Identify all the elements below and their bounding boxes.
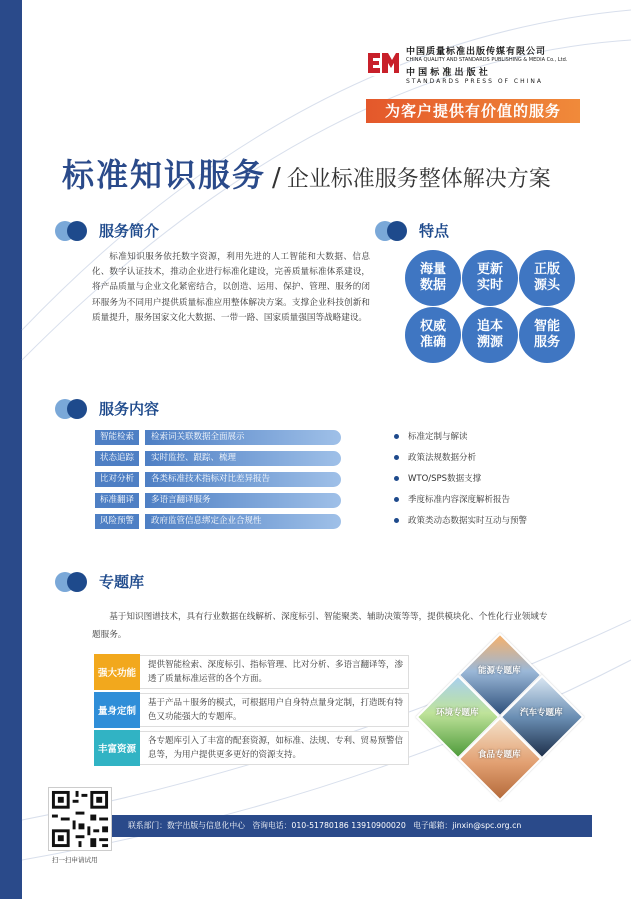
section-dots-icon — [55, 221, 89, 241]
card-tag: 强大功能 — [94, 654, 140, 690]
dept-value: 数字出版与信息化中心 — [166, 821, 245, 830]
title-main: 标准知识服务 — [62, 156, 267, 194]
phone-label: 咨询电话： — [252, 821, 292, 830]
library-intro: 基于知识图谱技术，具有行业数据在线解析、深度标引、智能聚类、辅助决策等等，提供模块化、个性化行业领域专题服务。 — [92, 612, 548, 640]
qr-code-icon[interactable] — [48, 787, 112, 851]
left-accent-bar — [0, 0, 22, 899]
service-tag: 比对分析 — [95, 472, 139, 487]
feature-item: 智能服务 — [519, 307, 575, 363]
service-desc: 各类标准技术指标对比差异报告 — [145, 472, 341, 487]
card-text: 各专题库引入了丰富的配套资源，如标准、法规、专利、贸易预警信息等，为用户提供更多更好的资源支持。 — [148, 736, 404, 760]
intro-text: 标准知识服务依托数字资源，利用先进的人工智能和大数据、信息化、数字认证技术，推动企业进行标准化建设，完善质量标准体系建设，将产品质量与企业文化紧密结合，以创造、运用、保护、管理、服务的闭环服务为不同用户提供质量标准应用整体解决方案。支撑企业科技创新和质量提升，服务国家文化大数据、一带一路、国家质量强国等战略建设。 — [92, 252, 370, 323]
topic-label: 能源专题库 — [478, 666, 521, 676]
qr-caption: 扫一扫申请试用 — [52, 856, 98, 864]
publisher-logo-icon — [366, 50, 400, 76]
section-dots-icon — [55, 572, 89, 592]
content-heading-text: 服务内容 — [99, 400, 160, 418]
publisher-cn-name-2: 中 国 标 准 出 版 社 — [406, 68, 488, 78]
library-heading-text: 专题库 — [99, 573, 145, 591]
topic-label: 环境专题库 — [436, 708, 479, 718]
card-text: 基于产品＋服务的模式，可根据用户自身特点量身定制，打造既有特色又功能强大的专题库。 — [148, 698, 404, 722]
publisher-cn-name-1: 中国质量标准出版传媒有限公司 — [406, 47, 547, 57]
contact-footer — [112, 815, 592, 837]
card-tag: 丰富资源 — [94, 730, 140, 766]
email-link[interactable]: jinxin@spc.org.cn — [452, 821, 522, 830]
page-title — [62, 150, 551, 196]
library-card — [95, 731, 409, 765]
section-dots-icon — [55, 399, 89, 419]
service-tag: 风险预警 — [95, 514, 139, 529]
feature-item: 追本溯源 — [462, 307, 518, 363]
bullet-dot-icon — [394, 434, 399, 439]
service-desc: 检索词关联数据全面展示 — [145, 430, 341, 445]
publisher-en-name-1: CHINA QUALITY AND STANDARDS PUBLISHING & MEDIA Co., Ltd. — [406, 57, 568, 63]
topic-label: 汽车专题库 — [520, 708, 563, 718]
library-card — [95, 693, 409, 727]
feature-item: 正版源头 — [519, 250, 575, 306]
topic-label: 食品专题库 — [478, 750, 521, 760]
intro-heading-text: 服务简介 — [99, 222, 160, 240]
publisher-logo — [366, 44, 576, 88]
slogan-banner: 为客户提供有价值的服务 — [366, 99, 580, 123]
email-label: 电子邮箱： — [413, 821, 453, 830]
feature-item: 更新实时 — [462, 250, 518, 306]
library-card — [95, 655, 409, 689]
feature-item: 权威准确 — [405, 307, 461, 363]
title-separator: / — [272, 163, 281, 193]
publisher-en-name-2: STANDARDS PRESS OF CHINA — [406, 78, 543, 85]
service-desc: 多语言翻译服务 — [145, 493, 341, 508]
bullet-dot-icon — [394, 518, 399, 523]
bullet-dot-icon — [394, 497, 399, 502]
dept-label: 联系部门： — [128, 821, 167, 830]
card-tag: 量身定制 — [94, 692, 140, 728]
title-sub: 企业标准服务整体解决方案 — [286, 167, 551, 192]
card-text: 提供智能检索、深度标引、指标管理、比对分析、多语言翻译等，渗透了质量标准运营的各个方面。 — [148, 660, 404, 684]
section-dots-icon — [375, 221, 409, 241]
service-desc: 政府监管信息绑定企业合规性 — [145, 514, 341, 529]
bullet-dot-icon — [394, 476, 399, 481]
bullet-dot-icon — [394, 455, 399, 460]
features-heading-text: 特点 — [419, 222, 450, 240]
service-tag: 状态追踪 — [95, 451, 139, 466]
service-desc: 实时监控、跟踪、梳理 — [145, 451, 341, 466]
phone-value[interactable]: 010-51780186 13910900020 — [291, 821, 406, 830]
service-tag: 智能检索 — [95, 430, 139, 445]
service-tag: 标准翻译 — [95, 493, 139, 508]
feature-item: 海量数据 — [405, 250, 461, 306]
